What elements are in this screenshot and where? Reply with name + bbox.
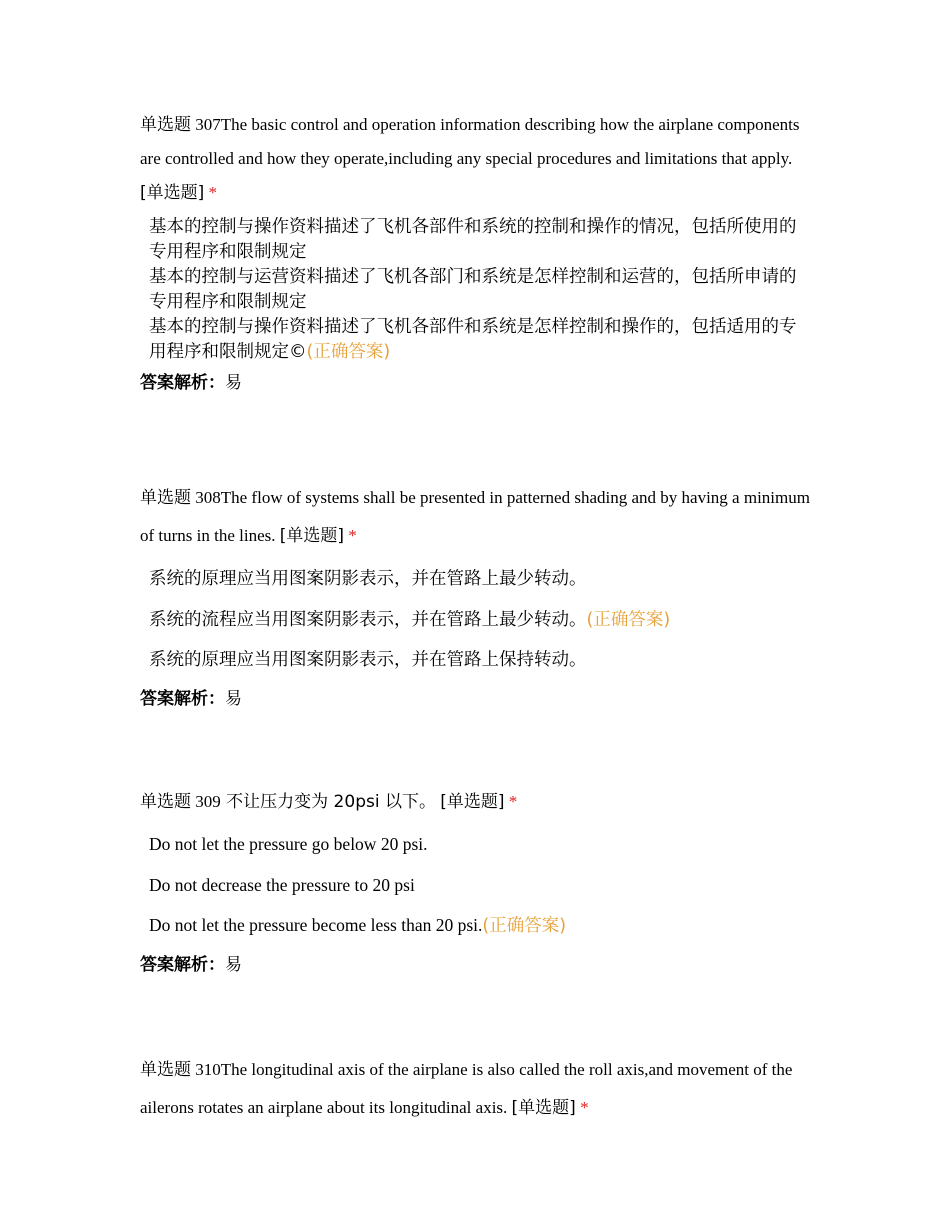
option-c[interactable] xyxy=(149,640,812,681)
option-text: Do not let the pressure go below 20 psi. xyxy=(149,834,428,854)
question-text: The longitudinal axis of the airplane is also called the roll axis,and movement of the ailerons rotates an airplane about its longitudinal axis. xyxy=(140,1060,793,1117)
question-307 xyxy=(140,108,812,395)
option-text: Do not decrease the pressure to 20 psi xyxy=(149,874,415,895)
option-a[interactable] xyxy=(149,559,812,600)
analysis-label: 答案解析： xyxy=(140,373,225,393)
analysis-label: 答案解析： xyxy=(140,954,225,975)
question-prefix: 单选题 xyxy=(140,792,191,812)
question-text: 不让压力变为 20psi 以下。 xyxy=(220,792,436,812)
options-list xyxy=(140,215,812,365)
answer-analysis xyxy=(140,371,812,395)
analysis-value: 易 xyxy=(225,954,242,975)
required-marker: * xyxy=(348,526,357,545)
question-type-tag: [单选题] xyxy=(140,183,205,203)
analysis-value: 易 xyxy=(225,688,242,709)
question-title xyxy=(140,108,812,210)
correct-answer-marker: (正确答案) xyxy=(306,342,391,362)
question-prefix: 单选题 xyxy=(140,115,191,135)
question-310 xyxy=(140,1051,812,1127)
option-c[interactable] xyxy=(149,905,812,947)
option-text: 基本的控制与操作资料描述了飞机各部件和系统是怎样控制和操作的，包括适用的专用程序和限制规定© xyxy=(149,317,797,362)
options-list xyxy=(140,559,812,681)
answer-analysis xyxy=(140,953,812,977)
question-prefix: 单选题 xyxy=(140,488,191,508)
question-text: The basic control and operation information describing how the airplane components are controlled and how they operate,including any special procedures and limitations that apply. xyxy=(140,115,800,168)
question-title xyxy=(140,1051,812,1127)
required-marker: * xyxy=(208,183,218,202)
option-a[interactable] xyxy=(149,215,812,265)
option-b[interactable] xyxy=(149,265,812,315)
option-text: 系统的原理应当用图案阴影表示，并在管路上保持转动。 xyxy=(149,650,587,670)
question-308 xyxy=(140,479,812,711)
question-type-tag: [单选题] xyxy=(279,526,345,546)
question-type-tag: [单选题] xyxy=(440,792,505,812)
option-a[interactable] xyxy=(149,824,812,865)
option-text: 系统的流程应当用图案阴影表示，并在管路上最少转动。 xyxy=(149,609,587,630)
correct-answer-marker: (正确答案) xyxy=(586,609,671,630)
question-type-tag: [单选题] xyxy=(511,1098,576,1118)
required-marker: * xyxy=(580,1098,589,1117)
option-text: 基本的控制与运营资料描述了飞机各部门和系统是怎样控制和运营的，包括所申请的专用程序和限制规定 xyxy=(149,267,797,312)
option-text: 基本的控制与操作资料描述了飞机各部件和系统的控制和操作的情况，包括所使用的专用程序和限制规定 xyxy=(149,217,797,262)
option-b[interactable] xyxy=(149,600,812,641)
question-number: 308 xyxy=(195,488,221,507)
option-text: Do not let the pressure become less than 20 psi. xyxy=(149,915,483,935)
correct-answer-marker: (正确答案) xyxy=(482,916,567,936)
question-text: The flow of systems shall be presented in patterned shading and by having a minimum of turns in the lines. xyxy=(140,488,810,545)
question-number: 309 xyxy=(195,792,221,811)
question-prefix: 单选题 xyxy=(140,1060,191,1080)
question-number: 307 xyxy=(195,115,221,134)
options-list xyxy=(140,824,812,947)
required-marker: * xyxy=(508,792,518,811)
option-b[interactable] xyxy=(149,865,812,906)
option-text: 系统的原理应当用图案阴影表示，并在管路上最少转动。 xyxy=(149,569,587,589)
question-title xyxy=(140,784,812,820)
question-title xyxy=(140,479,812,555)
analysis-label: 答案解析： xyxy=(140,688,225,709)
option-c[interactable] xyxy=(149,315,812,365)
question-309 xyxy=(140,784,812,977)
question-number: 310 xyxy=(195,1060,221,1079)
answer-analysis xyxy=(140,687,812,711)
analysis-value: 易 xyxy=(225,373,242,393)
